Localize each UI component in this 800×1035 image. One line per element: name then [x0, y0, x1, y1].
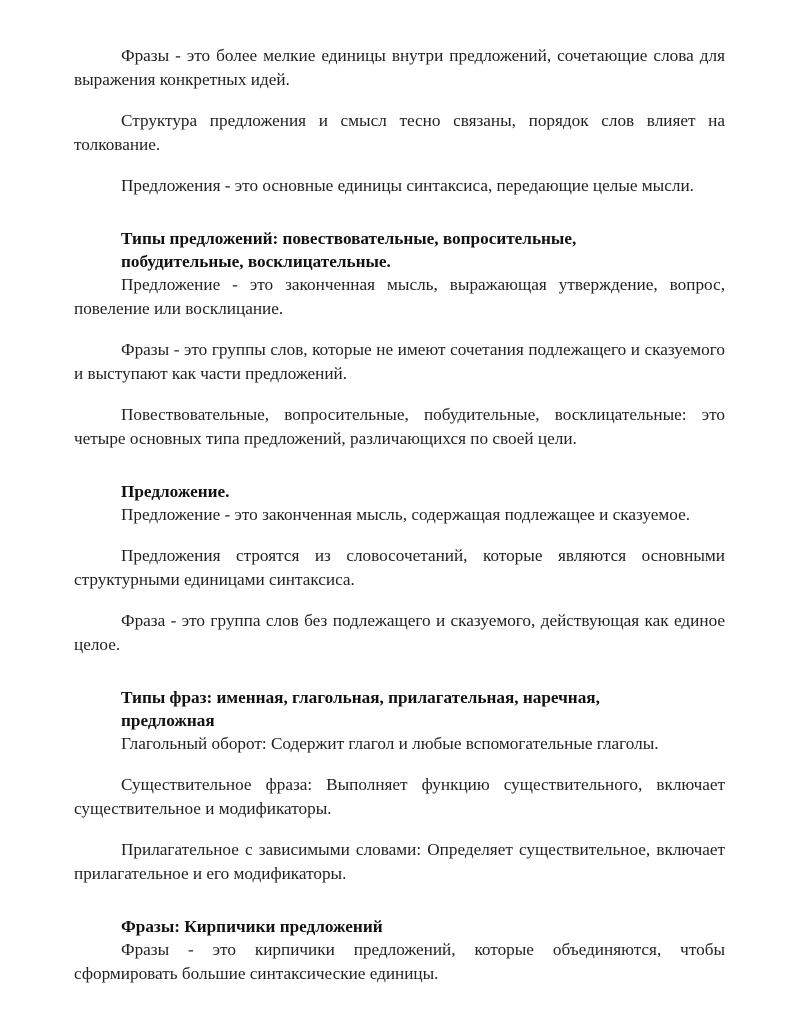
section-heading: Предложение.	[121, 482, 230, 501]
section-heading: Типы предложений: повествовательные, вопросительные, побудительные, восклицательные.	[121, 229, 577, 271]
document-page	[74, 44, 725, 1003]
paragraph: Структура предложения и смысл тесно связаны, порядок слов влияет на толкование.	[74, 111, 725, 154]
paragraph: Предложение - это законченная мысль, выражающая утверждение, вопрос, повеление или восклицание.	[74, 275, 725, 318]
paragraph: Фразы - это кирпичики предложений, которые объединяются, чтобы сформировать большие синтаксические единицы.	[74, 940, 725, 983]
section-gap	[74, 468, 725, 480]
paragraph: Предложение - это законченная мысль, содержащая подлежащее и сказуемое.	[121, 505, 690, 524]
section-gap	[74, 215, 725, 227]
paragraph: Существительное фраза: Выполняет функцию существительного, включает существительное и модификаторы.	[74, 775, 725, 818]
paragraph: Фраза - это группа слов без подлежащего и сказуемого, действующая как единое целое.	[74, 611, 725, 654]
section-gap	[74, 903, 725, 915]
paragraph: Прилагательное с зависимыми словами: Определяет существительное, включает прилагательное и его модификаторы.	[74, 840, 725, 883]
section-gap	[74, 674, 725, 686]
paragraph: Предложения - это основные единицы синтаксиса, передающие целые мысли.	[121, 176, 694, 195]
paragraph: Предложения строятся из словосочетаний, которые являются основными структурными единицами синтаксиса.	[74, 546, 725, 589]
section-heading: Типы фраз: именная, глагольная, прилагательная, наречная, предложная	[121, 688, 600, 730]
paragraph: Фразы - это более мелкие единицы внутри предложений, сочетающие слова для выражения конкретных идей.	[74, 46, 725, 89]
paragraph: Фразы - это группы слов, которые не имеют сочетания подлежащего и сказуемого и выступают как части предложений.	[74, 340, 725, 383]
paragraph: Глагольный оборот: Содержит глагол и любые вспомогательные глаголы.	[121, 734, 659, 753]
section-heading: Фразы: Кирпичики предложений	[121, 917, 383, 936]
paragraph: Повествовательные, вопросительные, побудительные, восклицательные: это четыре основных типа предложений, различающихся по своей цели.	[74, 405, 725, 448]
